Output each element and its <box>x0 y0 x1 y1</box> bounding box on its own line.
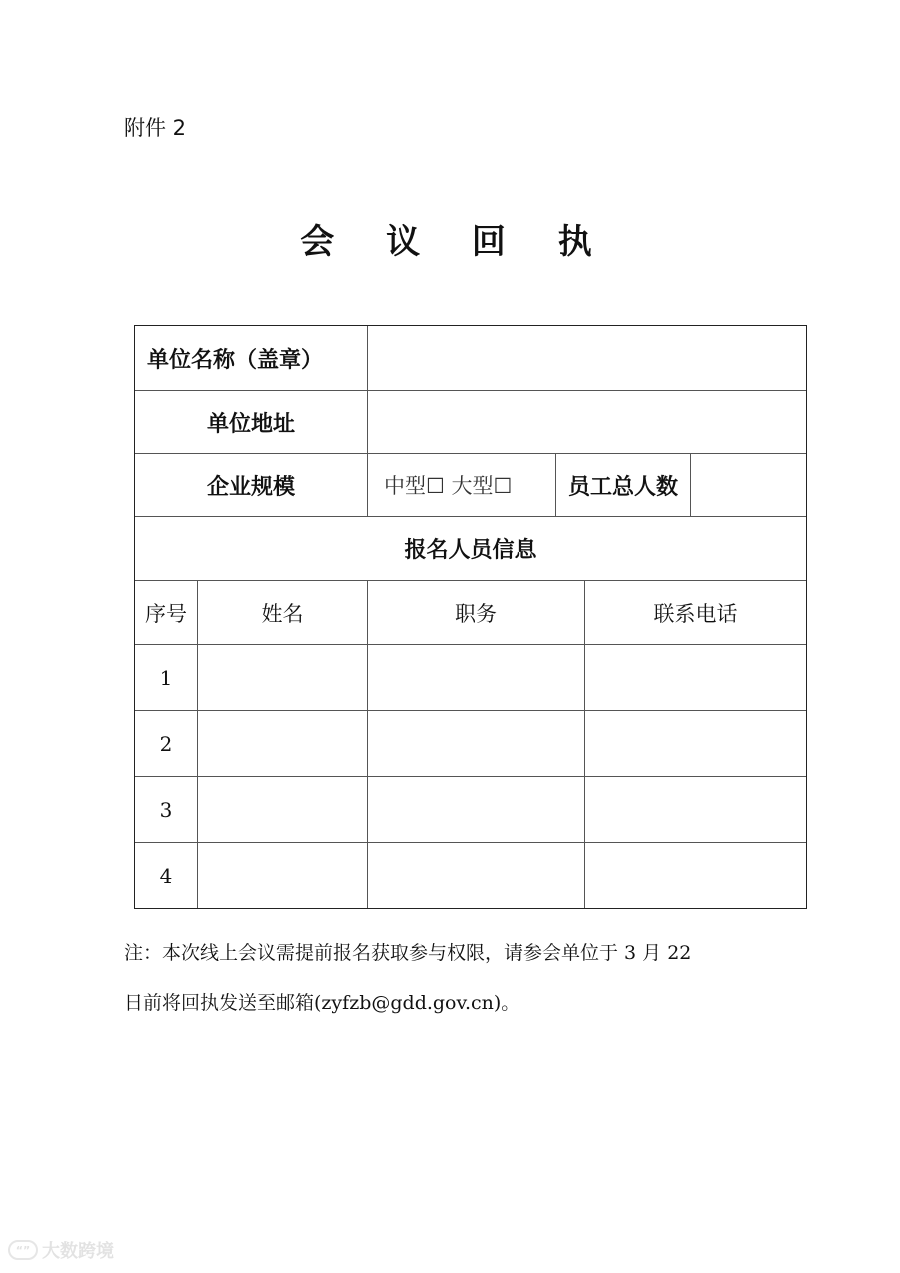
scale-options[interactable]: 中型☐ 大型☐ <box>368 454 556 516</box>
registration-form-table <box>134 325 807 909</box>
position-field[interactable] <box>368 711 585 776</box>
row-index: 4 <box>135 843 198 908</box>
name-field[interactable] <box>198 777 368 842</box>
position-field[interactable] <box>368 777 585 842</box>
section-title: 报名人员信息 <box>404 538 537 563</box>
page-title: 会 议 回 执 <box>300 222 612 262</box>
row-unit-address <box>135 391 806 454</box>
phone-field[interactable] <box>585 711 806 776</box>
table-row <box>135 645 806 711</box>
employees-field[interactable] <box>691 454 806 516</box>
phone-field[interactable] <box>585 777 806 842</box>
column-header-index: 序号 <box>135 581 198 644</box>
registration-note <box>124 928 784 1028</box>
row-column-headers <box>135 581 806 645</box>
phone-field[interactable] <box>585 843 806 908</box>
unit-name-label: 单位名称（盖章） <box>135 326 368 390</box>
phone-field[interactable] <box>585 645 806 710</box>
unit-address-field[interactable] <box>368 391 806 453</box>
name-field[interactable] <box>198 711 368 776</box>
position-field[interactable] <box>368 645 585 710</box>
row-unit-name <box>135 326 806 391</box>
column-header-position: 职务 <box>368 581 585 644</box>
name-field[interactable] <box>198 645 368 710</box>
row-index: 3 <box>135 777 198 842</box>
table-row <box>135 711 806 777</box>
note-line-1: 注：本次线上会议需提前报名获取参与权限，请参会单位于 3 月 22 <box>124 942 692 964</box>
note-line-2: 日前将回执发送至邮箱(zyfzb@gdd.gov.cn)。 <box>124 992 521 1014</box>
unit-address-label: 单位地址 <box>135 391 368 453</box>
column-header-name: 姓名 <box>198 581 368 644</box>
watermark-text: 大数跨境 <box>42 1241 114 1262</box>
enterprise-scale-label: 企业规模 <box>135 454 368 516</box>
watermark <box>8 1237 114 1263</box>
row-section-title <box>135 517 806 581</box>
table-row <box>135 777 806 843</box>
position-field[interactable] <box>368 843 585 908</box>
row-index: 1 <box>135 645 198 710</box>
row-enterprise-scale <box>135 454 806 517</box>
attachment-label: 附件 2 <box>124 116 187 140</box>
table-row <box>135 843 806 908</box>
column-header-phone: 联系电话 <box>653 601 738 626</box>
unit-name-field[interactable] <box>368 326 806 390</box>
employees-label: 员工总人数 <box>556 454 691 516</box>
name-field[interactable] <box>198 843 368 908</box>
watermark-logo-icon: “” <box>8 1240 38 1260</box>
row-index: 2 <box>135 711 198 776</box>
